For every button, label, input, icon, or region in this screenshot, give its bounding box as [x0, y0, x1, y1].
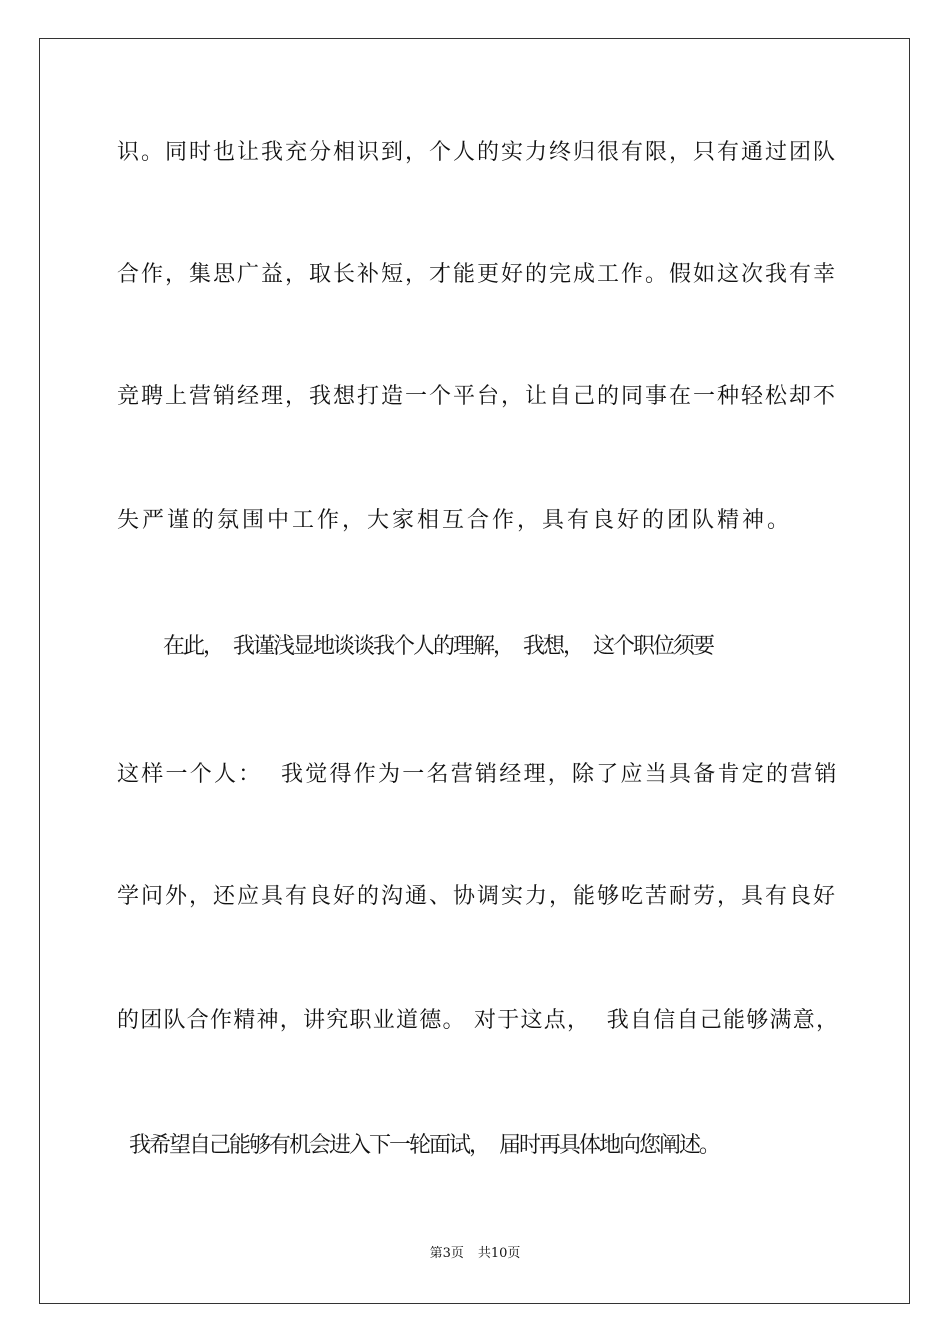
page-number: 第3页 — [429, 1246, 464, 1261]
text-line-8: 的团队合作精神，讲究职业道德。 对于这点， 我自信自己能够满意， — [117, 1008, 840, 1033]
page-border — [39, 38, 910, 1304]
text-line-1: 识。同时也让我充分相识到，个人的实力终归很有限，只有通过团队 — [117, 140, 838, 165]
text-line-6: 这样一个人： 我觉得作为一名营销经理，除了应当具备肯定的营销 — [117, 762, 839, 787]
text-line-3: 竞聘上营销经理，我想打造一个平台，让自己的同事在一种轻松却不 — [117, 384, 838, 409]
text-line-9: 我希望自己能够有机会进入下一轮面试， 届时再具体地向您阐述。 — [129, 1133, 719, 1158]
text-line-5: 在此， 我谨浅显地谈谈我个人的理解， 我想， 这个职位须要 — [163, 634, 713, 659]
text-line-7: 学问外，还应具有良好的沟通、协调实力，能够吃苦耐劳，具有良好 — [117, 884, 838, 909]
text-line-4: 失严谨的氛围中工作，大家相互合作，具有良好的团队精神。 — [117, 508, 793, 533]
text-line-2: 合作，集思广益，取长补短，才能更好的完成工作。假如这次我有幸 — [117, 262, 838, 287]
page-footer — [0, 1245, 950, 1263]
page-total: 共10页 — [477, 1246, 521, 1261]
